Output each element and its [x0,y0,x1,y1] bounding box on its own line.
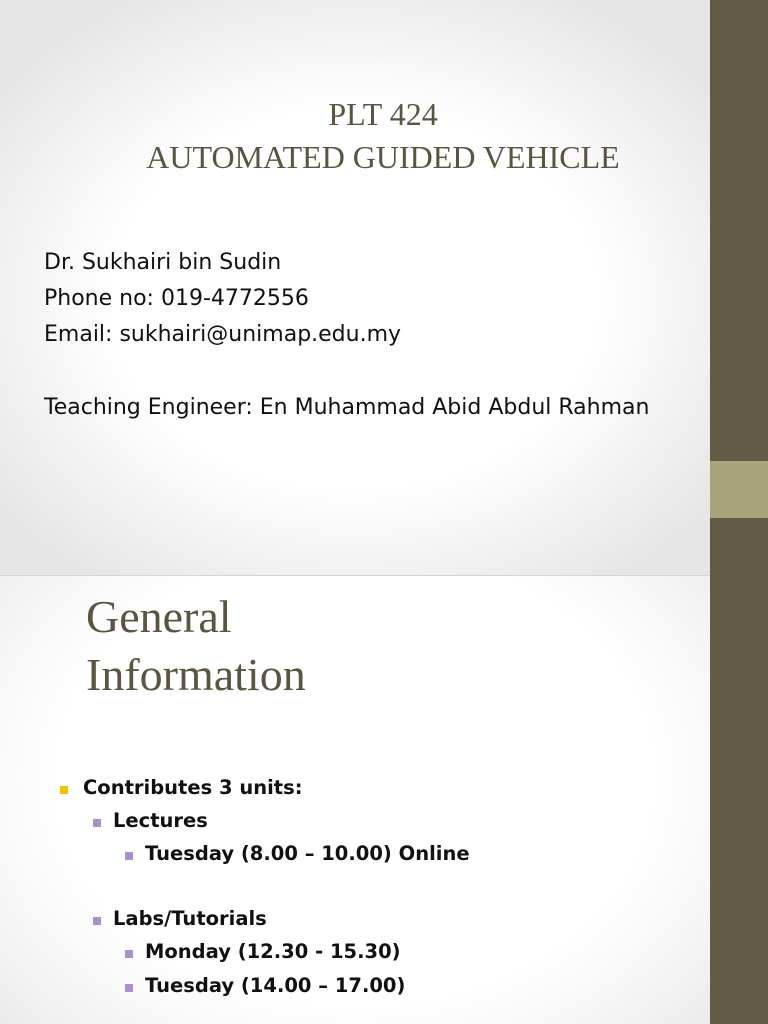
bullet-square-icon [125,852,133,860]
slide-heading-line2: Information [86,649,306,700]
bullet-square-icon [93,819,101,827]
course-name-title: AUTOMATED GUIDED VEHICLE [146,139,620,175]
sidebar-accent-block [710,461,768,518]
email-address: Email: sukhairi@unimap.edu.my [44,322,402,347]
teaching-engineer: Teaching Engineer: En Muhammad Abid Abdul Rahman [44,395,650,420]
general-information-slide [0,576,710,1024]
bullet-lab-tuesday: Tuesday (14.00 – 17.00) [145,974,406,997]
decorative-sidebar [710,0,768,1024]
bullet-contributes-units: Contributes 3 units: [83,776,303,799]
bullet-square-icon [125,984,133,992]
bullet-square-icon [93,917,101,925]
bullet-lecture-time: Tuesday (8.00 – 10.00) Online [145,842,470,865]
bullet-lectures: Lectures [113,809,208,832]
lecturer-name: Dr. Sukhairi bin Sudin [44,250,282,275]
phone-number: Phone no: 019-4772556 [44,286,309,311]
course-code-title: PLT 424 [328,96,438,132]
slide-heading-line1: General [86,591,232,642]
bullet-lab-monday: Monday (12.30 - 15.30) [145,940,401,963]
bullet-square-icon [60,786,68,794]
bullet-square-icon [125,950,133,958]
bullet-labs-tutorials: Labs/Tutorials [113,907,267,930]
